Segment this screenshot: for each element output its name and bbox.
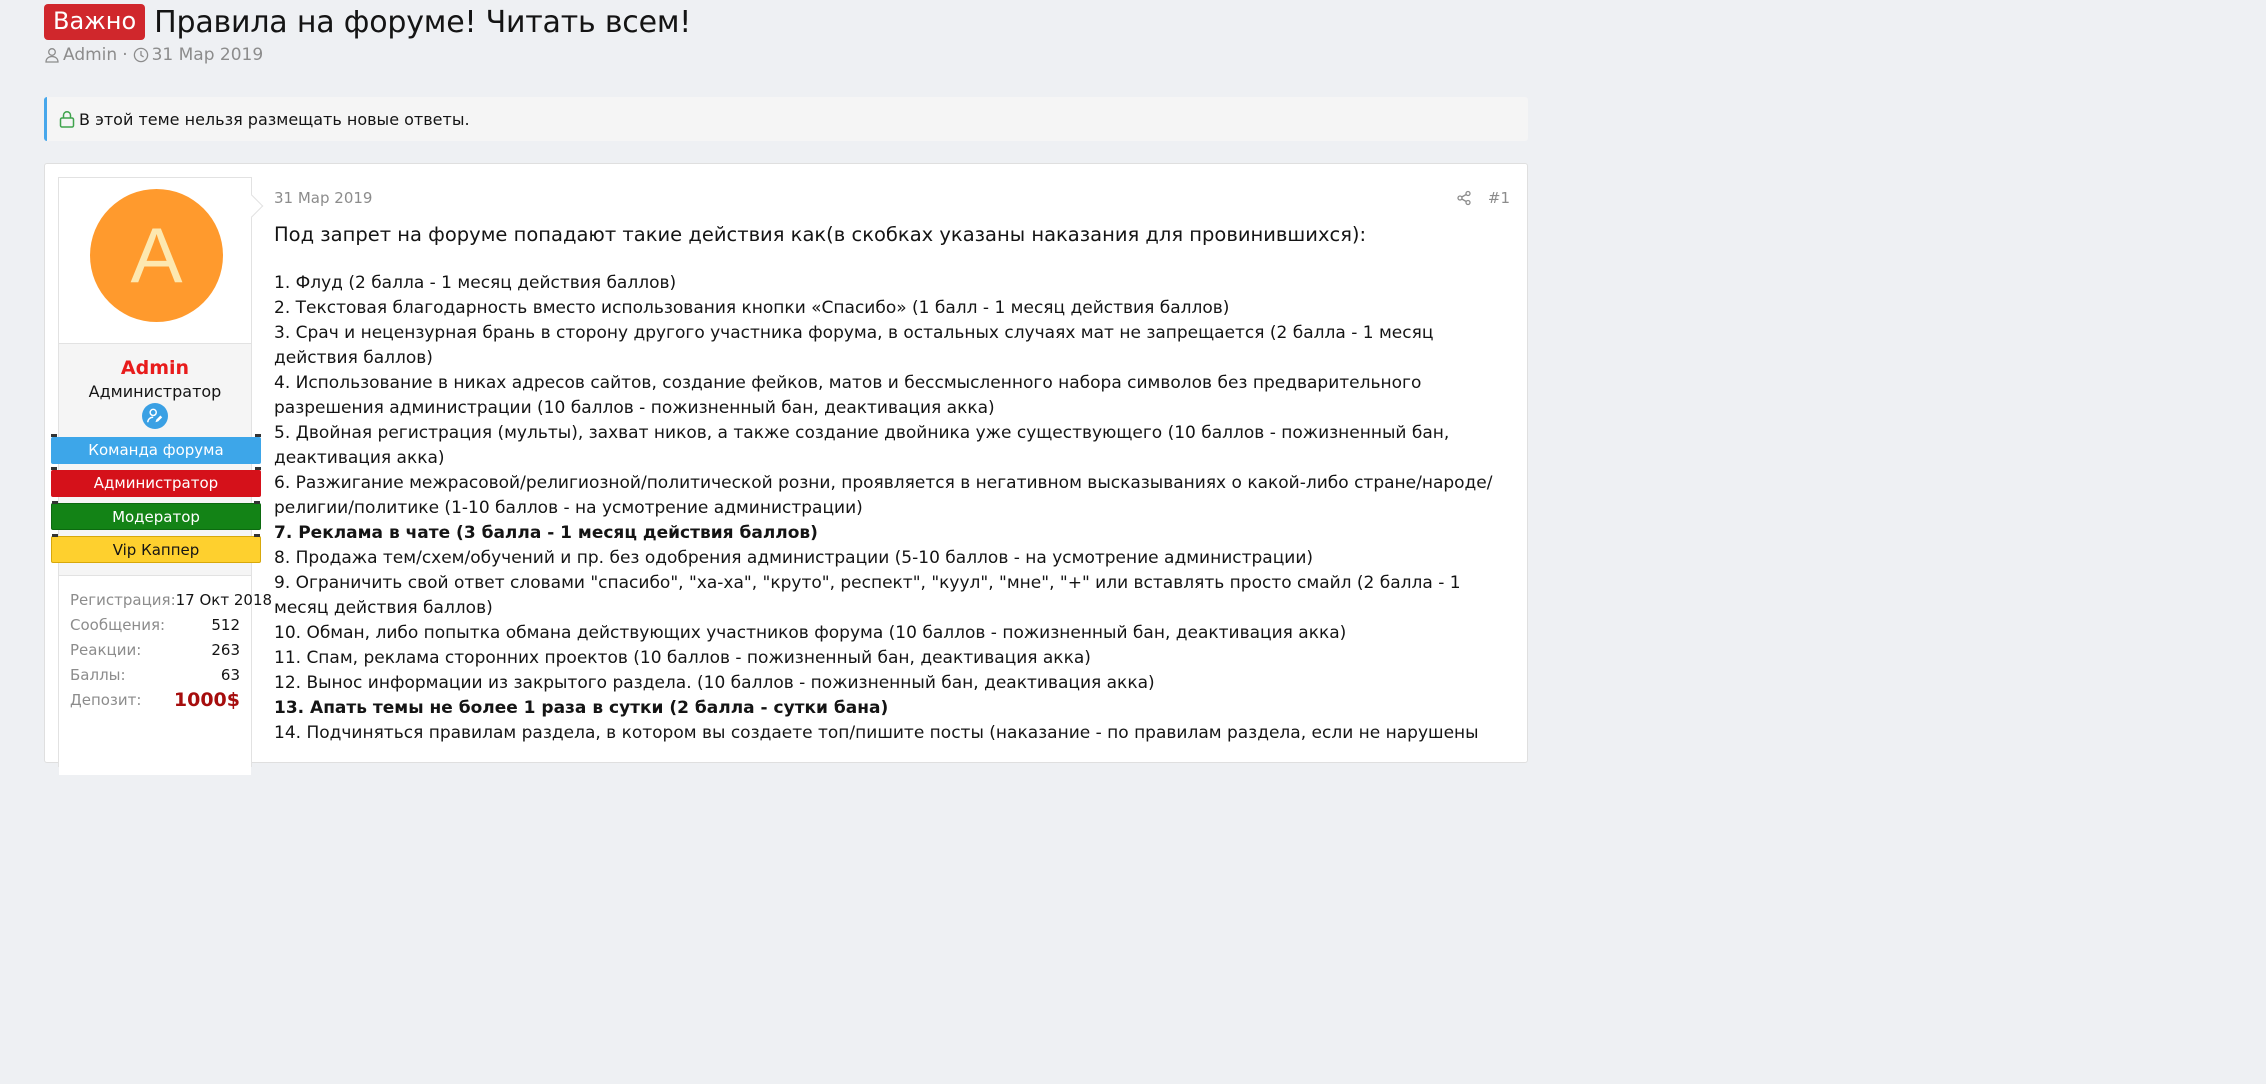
rule-item bbox=[274, 571, 1510, 621]
rule-item bbox=[274, 296, 1510, 321]
extra-deposit bbox=[70, 688, 240, 713]
rule-text: 1. Флуд (2 балла - 1 месяц действия баллов) bbox=[274, 273, 677, 293]
thread-author-link[interactable]: Admin bbox=[63, 45, 118, 65]
rule-text: 12. Вынос информации из закрытого раздела. (10 баллов - пожизненный бан, деактивация акка) bbox=[274, 673, 1155, 693]
rule-text: 14. Подчиняться правилам раздела, в котором вы создаете топ/пишите посты (наказание - по правилам раздела, если не нарушены bbox=[274, 723, 1479, 743]
post-number-link[interactable]: #1 bbox=[1487, 189, 1510, 207]
rule-text: 2. Текстовая благодарность вместо использования кнопки «Спасибо» (1 балл - 1 месяц действия баллов) bbox=[274, 298, 1230, 318]
rule-text: 9. Ограничить свой ответ словами "спасибо", "ха-ха", "круто", респект", "куул", "мне", "+" или вставлять просто смайл (2 балла - 1 месяц действия баллов) bbox=[274, 573, 1461, 618]
post-main bbox=[274, 185, 1510, 746]
rule-text: 13. Апать темы не более 1 раза в сутки (2 балла - сутки бана) bbox=[274, 698, 889, 718]
banner-administrator: Администратор bbox=[51, 470, 261, 497]
locked-notice bbox=[44, 97, 1528, 141]
staff-edit-icon bbox=[142, 403, 168, 429]
rule-text: 10. Обман, либо попытка обмана действующих участников форума (10 баллов - пожизненный бан, деактивация акка) bbox=[274, 623, 1347, 643]
thread-meta bbox=[44, 45, 263, 65]
rules-list bbox=[274, 271, 1510, 746]
rule-item bbox=[274, 371, 1510, 421]
rule-item bbox=[274, 321, 1510, 371]
rule-item bbox=[274, 696, 1510, 721]
rule-text: 5. Двойная регистрация (мульты), захват ников, а также создание двойника уже существующего (10 баллов - пожизненный бан, деактивация акка) bbox=[274, 423, 1450, 468]
post bbox=[44, 163, 1528, 763]
rule-item bbox=[274, 421, 1510, 471]
page-title: Правила на форуме! Читать всем! bbox=[154, 4, 692, 40]
rule-text: 6. Разжигание межрасовой/религиозной/политической розни, проявляется в негативном высказываниях о какой-либо стране/народе/религии/политике (1-10 баллов - на усмотрение администрации) bbox=[274, 473, 1493, 518]
rule-item bbox=[274, 671, 1510, 696]
clock-icon bbox=[133, 47, 149, 63]
user-extras bbox=[59, 575, 273, 775]
important-prefix-badge[interactable]: Важно bbox=[44, 4, 145, 40]
banner-vip-capper: Vip Каппер bbox=[51, 536, 261, 563]
post-user-cell bbox=[58, 177, 273, 767]
extra-label: Депозит: bbox=[70, 691, 142, 709]
locked-notice-text: В этой теме нельзя размещать новые ответы. bbox=[79, 109, 470, 129]
user-cell-arrow bbox=[241, 195, 264, 218]
meta-separator: · bbox=[122, 45, 128, 65]
rule-item bbox=[274, 271, 1510, 296]
extra-value: 17 Окт 2018 bbox=[175, 591, 273, 609]
extra-reactions bbox=[70, 638, 240, 663]
extra-value: 1000$ bbox=[173, 689, 240, 711]
banner-moderator: Модератор bbox=[51, 503, 261, 530]
rule-item bbox=[274, 646, 1510, 671]
post-header-actions bbox=[1456, 189, 1510, 207]
share-icon[interactable] bbox=[1456, 190, 1472, 206]
rule-item bbox=[274, 721, 1510, 746]
rule-text: 8. Продажа тем/схем/обучений и пр. без одобрения администрации (5-10 баллов - на усмотрение администрации) bbox=[274, 548, 1314, 568]
extra-value: 263 bbox=[211, 641, 240, 659]
lock-icon bbox=[59, 110, 75, 128]
post-header bbox=[274, 185, 1510, 211]
user-icon bbox=[44, 47, 60, 63]
rule-text: 4. Использование в никах адресов сайтов, создание фейков, матов и бессмысленного набора символов без предварительного разрешения администрации (10 баллов - пожизненный бан, деактивация акка) bbox=[274, 373, 1422, 418]
extra-label: Реакции: bbox=[70, 641, 142, 659]
rule-text: 11. Спам, реклама сторонних проектов (10 баллов - пожизненный бан, деактивация акка) bbox=[274, 648, 1091, 668]
post-date-link[interactable]: 31 Мар 2019 bbox=[274, 189, 373, 207]
extra-messages bbox=[70, 613, 240, 638]
extra-label: Баллы: bbox=[70, 666, 126, 684]
post-body bbox=[274, 221, 1510, 746]
avatar-wrapper bbox=[59, 178, 251, 344]
thread-date-link[interactable]: 31 Мар 2019 bbox=[151, 45, 264, 65]
avatar[interactable]: A bbox=[90, 189, 223, 322]
page bbox=[24, 0, 1544, 750]
rule-item bbox=[274, 621, 1510, 646]
extra-registration bbox=[70, 588, 273, 613]
user-title: Администратор bbox=[88, 382, 222, 401]
thread-title bbox=[44, 4, 691, 40]
extra-value: 63 bbox=[220, 666, 240, 684]
extra-label: Сообщения: bbox=[70, 616, 166, 634]
rule-text: 7. Реклама в чате (3 балла - 1 месяц действия баллов) bbox=[274, 523, 818, 543]
rule-item bbox=[274, 521, 1510, 546]
username-link[interactable]: Admin bbox=[120, 357, 190, 379]
rule-item bbox=[274, 471, 1510, 521]
extra-value: 512 bbox=[211, 616, 240, 634]
rule-item bbox=[274, 546, 1510, 571]
post-lead: Под запрет на форуме попадают такие действия как(в скобках указаны наказания для провинившихся): bbox=[274, 223, 1367, 246]
extra-label: Регистрация: bbox=[70, 591, 176, 609]
extra-points bbox=[70, 663, 240, 688]
rule-text: 3. Срач и нецензурная брань в сторону другого участника форума, в остальных случаях мат не запрещается (2 балла - 1 месяц действия баллов) bbox=[274, 323, 1434, 368]
banner-forum-team: Команда форума bbox=[51, 437, 261, 464]
